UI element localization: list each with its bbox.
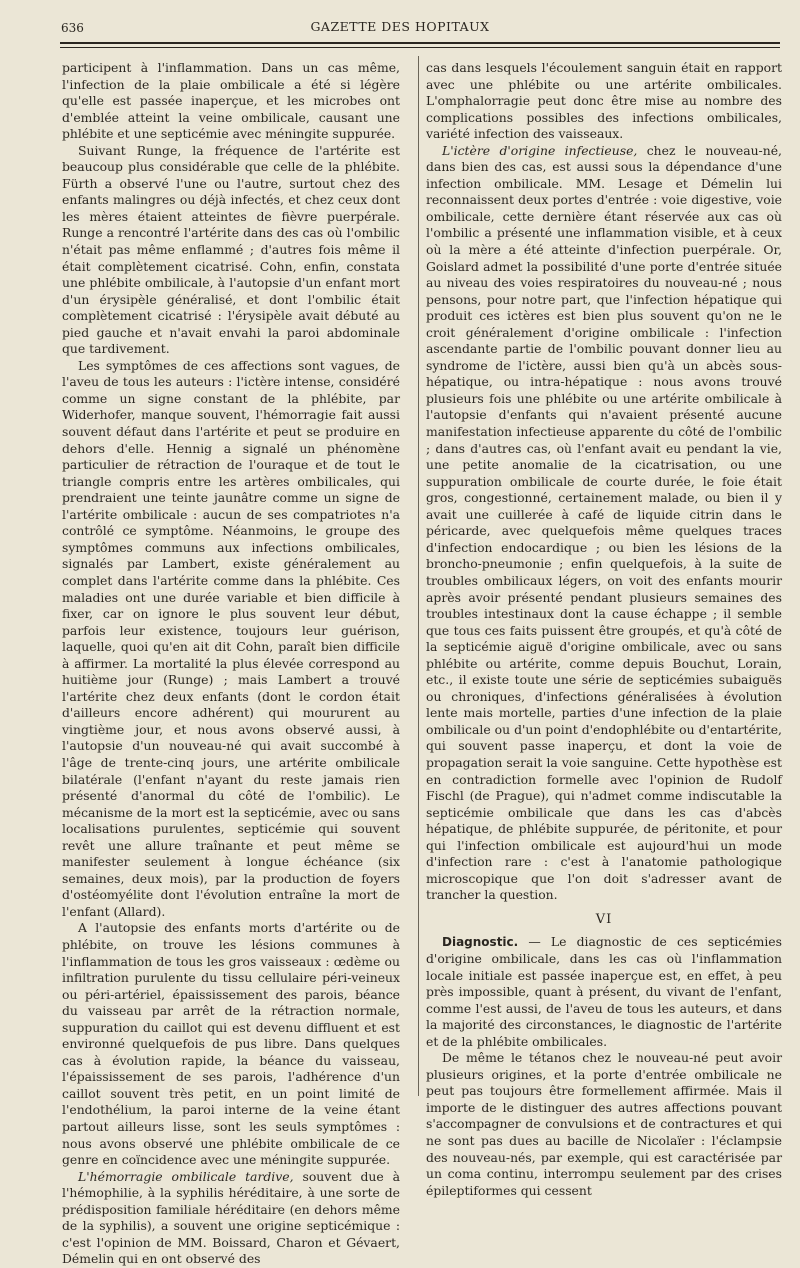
page-number: 636 [61, 21, 84, 35]
paragraph-text: souvent due à l'hémophilie, à la syphilis héréditaire, à une sorte de prédisposition familiale héréditaire (en dehors même de la syphilis), a souvent une origine septicémique : c'est l'opinion de MM. Boissard, Charon et Gévaert, Démelin qui en ont observé des [62, 1168, 400, 1267]
running-title: GAZETTE DES HOPITAUX [310, 19, 490, 34]
header-rule-thin [60, 47, 780, 48]
section-heading: VI [595, 911, 613, 927]
left-column [62, 60, 400, 1268]
paragraph [426, 143, 782, 904]
paragraph-text: chez le nouveau-né, dans bien des cas, est aussi sous la dépendance d'une infection ombilicale. MM. Lesage et Démelin lui reconnaissent deux portes d'entrée : voie digestive, voie ombilicale, cette dernière étant réservée aux cas où l'ombilic a présenté une inflammation visible, et à ceux où la mère a été atteinte d'infection puerpérale. Or, Goislard admet la possibilité d'une porte d'entrée située au niveau des voies respiratoires du nouveau-né ; nous pensons, pour notre part, que l'infection hépatique qui produit ces ictères est bien plus souvent qu'on ne le croit généralement d'origine ombilicale : l'infection ascendante partie de l'ombilic pouvant donner lieu au syndrome de l'ictère, aussi bien qu'à un abcès sous-hépatique, ou intra-hépatique : nous avons trouvé plusieurs fois une phlébite ou une artérite ombilicale à l'autopsie d'enfants qui n'avaient présenté aucune manifestation infectieuse apparente du côté de l'ombilic ; dans d'autres cas, où l'enfant avait eu pendant la vie, une petite anomalie de la cicatrisation, ou une suppuration ombilicale de courte durée, le foie était gros, congestionné, certainement malade, ou bien il y avait une cuillerée à café de liquide citrin dans le péricarde, avec quelquefois même quelques traces d'infection endocardique ; ou bien les lésions de la broncho-pneumonie ; enfin quelquefois, à la suite de troubles ombilicaux légers, on voit des enfants mourir après avoir présenté pendant plusieurs semaines des troubles intestinaux dont la cause échappe ; il semble que tous ces faits puissent être groupés, et qu'à côté de la septicémie aiguë d'origine ombilicale, avec ou sans phlébite ou artérite, comme depuis Bouchut, Lorain, etc., il existe toute une série de septicémies subaiguës ou chroniques, d'infections généralisées à évolution lente mais mortelle, parties d'une infection de la plaie ombilicale ou d'un point d'endophlébite ou d'entartérite, qui souvent passe inaperçu, et dont la voie de propagation serait la voie sanguine. Cette hypothèse est en contradiction formelle avec l'opinion de Rudolf Fischl (de Prague), qui n'admet comme indiscutable la septicémie ombilicale que dans les cas d'abcès hépatique, de phlébite suppurée, de péritonite, et pour qui l'infection ombilicale est aujourd'hui un mode d'infection rare : c'est à l'anatomie pathologique microscopique que l'on doit s'adresser avant de trancher la question. [426, 142, 783, 903]
paragraph: cas dans lesquels l'écoulement sanguin était en rapport avec une phlébite ou une artérite ombilicales. L'omphalorragie peut donc être mise au nombre des complications possibles des infections ombilicales, variété infection des vaisseaux. [426, 60, 782, 142]
column-divider [418, 56, 419, 1096]
header-rule-thick [60, 42, 780, 44]
paragraph [62, 1169, 400, 1268]
paragraph: De même le tétanos chez le nouveau-né peut avoir plusieurs origines, et la porte d'entrée ombilicale ne peut pas toujours être formellement affirmée. Mais il importe de le distinguer des autres affections pouvant s'accompagner de convulsions et de contractures et qui ne sont pas dues au bacille de Nicolaïer : l'éclampsie des nouveau-nés, par exemple, qui est caractérisée par un coma continu, interrompu seulement par des crises épileptiformes qui cessent [426, 1050, 782, 1198]
right-column [426, 60, 782, 1199]
italic-lead: L'ictère d'origine infectieuse, [442, 142, 638, 158]
italic-lead: L'hémorragie ombilicale tardive, [78, 1168, 294, 1184]
paragraph [426, 934, 782, 1050]
runin-heading: Diagnostic. [442, 935, 519, 950]
paragraph: A l'autopsie des enfants morts d'artérite ou de phlébite, on trouve les lésions communes à l'inflammation de tous les gros vaisseaux : œdème ou infiltration purulente du tissu cellulaire péri-veineux ou péri-artériel, épaississement des parois, béance du vaisseau par arrêt de la rétraction normale, suppuration du caillot qui est devenu diffluent et est environné quelquefois de pus libre. Dans quelques cas à évolution rapide, la béance du vaisseau, l'épaississement de ses parois, l'adhérence d'un caillot souvent très petit, en un point limité de l'endothélium, la paroi interne de la veine étant partout ailleurs lisse, sont les seuls symptômes : nous avons observé une phlébite ombilicale de ce genre en coïncidence avec une méningite suppurée. [62, 920, 400, 1168]
paragraph: participent à l'inflammation. Dans un cas même, l'infection de la plaie ombilicale a été si légère qu'elle est passée inaperçue, et les microbes ont d'emblée atteint la veine ombilicale, causant une phlébite et une septicémie avec méningite suppurée. [62, 60, 400, 142]
paragraph: Les symptômes de ces affections sont vagues, de l'aveu de tous les auteurs : l'ictère intense, considéré comme un signe constant de la phlébite, par Widerhofer, manque souvent, l'hémorragie fait aussi souvent défaut dans l'artérite et peut se produire en dehors d'elle. Hennig a signalé un phénomène particulier de rétraction de l'ouraque et de tout le triangle compris entre les artères ombilicales, qui prendraient une teinte jaunâtre comme un signe de l'artérite ombilicale : aucun de ses compatriotes n'a contrôlé ce symptôme. Néanmoins, le groupe des symptômes communs aux infections ombilicales, signalés par Lambert, existe généralement au complet dans l'artérite comme dans la phlébite. Ces maladies ont une durée variable et bien difficile à fixer, car on ignore le plus souvent leur début, parfois leur existence, toujours leur guérison, laquelle, quoi qu'en ait dit Cohn, paraît bien difficile à affirmer. La mortalité la plus élevée correspond au huitième jour (Runge) ; mais Lambert a trouvé l'artérite chez deux enfants (dont le cordon était d'ailleurs encore adhérent) qui moururent au vingtième jour, et nous avons observé aussi, à l'autopsie d'un nouveau-né qui avait succombé à l'âge de trente-cinq jours, une artérite ombilicale bilatérale (l'enfant n'ayant du reste jamais rien présenté d'anormal du côté de l'ombilic). Le mécanisme de la mort est la septicémie, avec ou sans localisations purulentes, septicémie qui souvent revêt une allure traînante et peut même se manifester seulement à longue échéance (six semaines, deux mois), par la production de foyers d'ostéomyélite dont l'évolution entraîne la mort de l'enfant (Allard). [62, 357, 400, 919]
paragraph-text: — Le diagnostic de ces septicémies d'origine ombilicale, dans les cas où l'inflammation locale initiale est passée inaperçue est, en effet, à peu près impossible, quant à présent, du vivant de l'enfant, comme l'est aussi, de l'aveu de tous les auteurs, et dans la majorité des circonstances, le diagnostic de l'artérite et de la phlébite ombilicales. [426, 934, 782, 1049]
paragraph: Suivant Runge, la fréquence de l'artérite est beaucoup plus considérable que celle de la phlébite. Fürth a observé l'une ou l'autre, surtout chez des enfants malingres ou déjà infectés, et chez ceux dont les mères étaient atteintes de fièvre puerpérale. Runge a rencontré l'artérite dans des cas où l'ombilic n'était pas même enflammé ; d'autres fois même il était complètement cicatrisé. Cohn, enfin, constata une phlébite ombilicale, à l'autopsie d'un enfant mort d'un érysipèle généralisé, et dont l'ombilic était complètement cicatrisé : l'érysipèle avait débuté au pied gauche et n'avait envahi la paroi abdominale que tardivement. [62, 142, 400, 357]
